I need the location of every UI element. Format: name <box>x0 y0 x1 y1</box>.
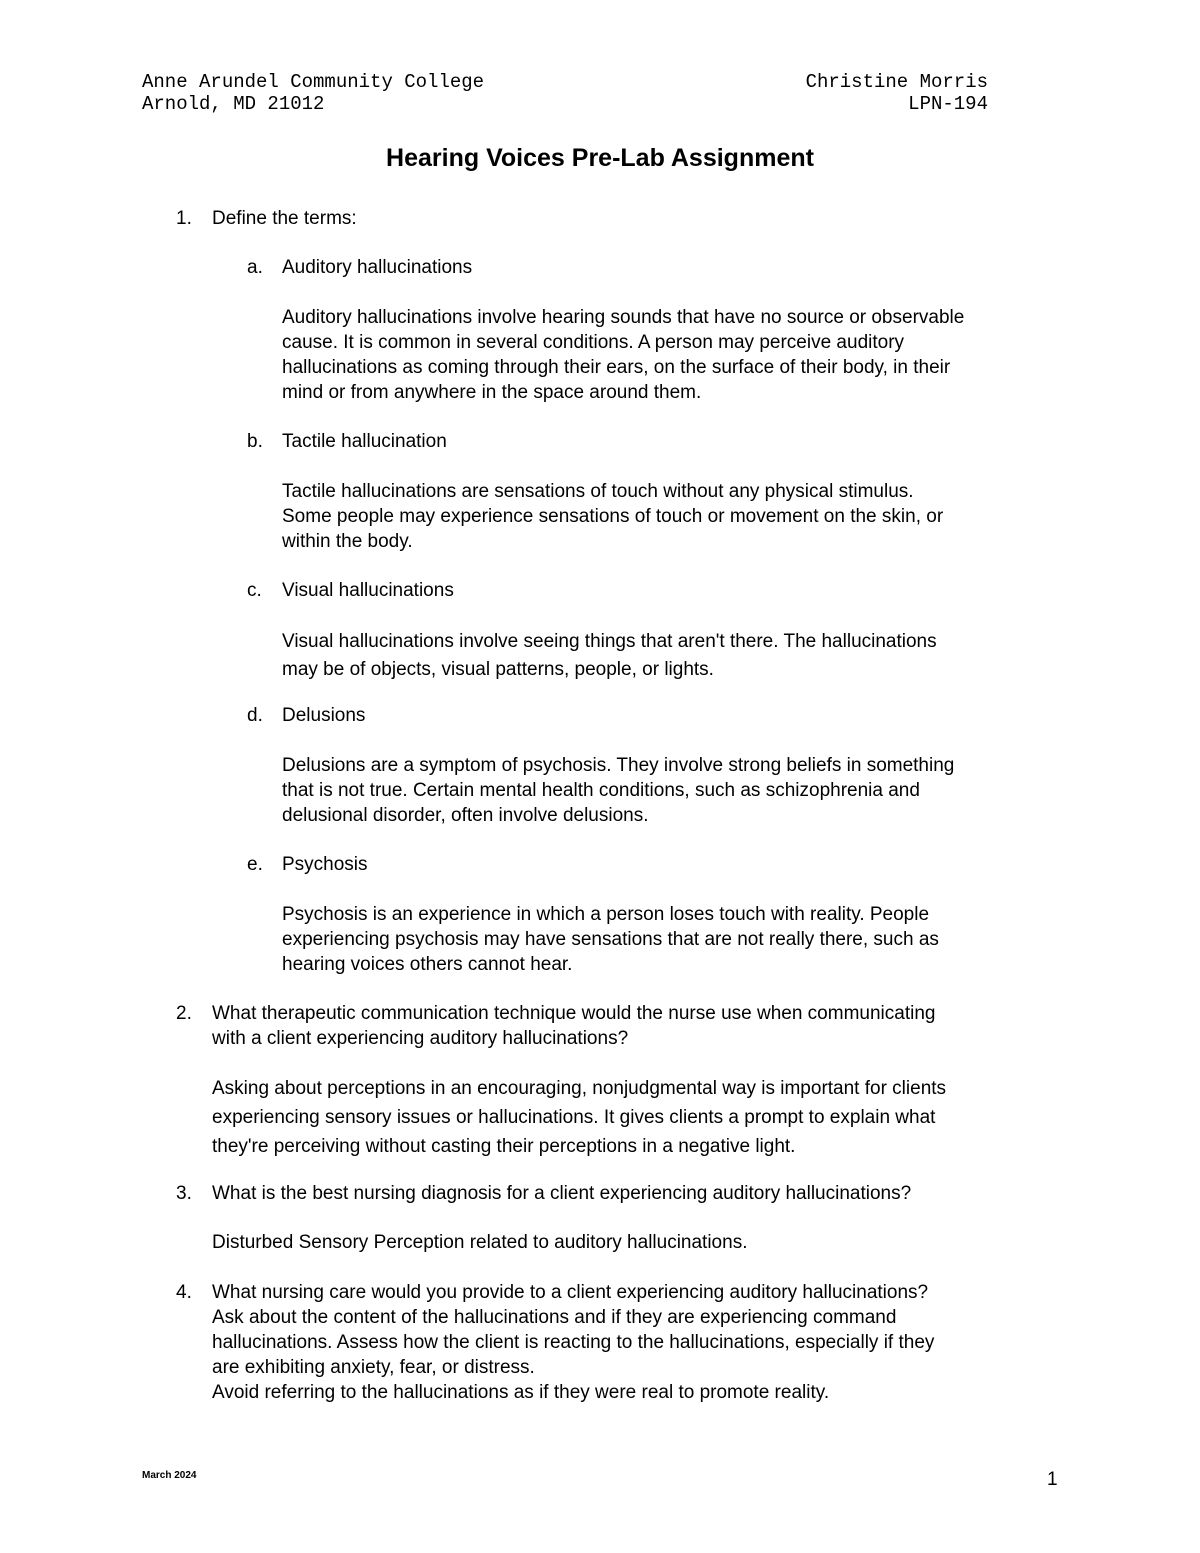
term-c-title: Visual hallucinations <box>282 580 454 601</box>
term-e-definition-line: Psychosis is an experience in which a person loses touch with reality. People <box>282 904 930 925</box>
question-2-text-line: What therapeutic communication technique would the nurse use when communicating <box>212 1003 936 1024</box>
page-title: Hearing Voices Pre-Lab Assignment <box>386 144 814 172</box>
term-a-label: a. <box>247 257 263 278</box>
question-2-number: 2. <box>176 1003 192 1024</box>
term-c-definition-line: may be of objects, visual patterns, people, or lights. <box>282 659 714 680</box>
question-4-text-line: Avoid referring to the hallucinations as if they were real to promote reality. <box>212 1382 830 1403</box>
question-1-text: Define the terms: <box>212 208 357 229</box>
question-2-answer <box>212 1074 946 1161</box>
term-d-definition <box>282 753 954 828</box>
question-2-answer-line: experiencing sensory issues or hallucinations. It gives clients a prompt to explain what <box>212 1107 936 1128</box>
question-2-answer-line: Asking about perceptions in an encouraging, nonjudgmental way is important for clients <box>212 1078 947 1099</box>
term-e-label: e. <box>247 854 263 875</box>
header-student <box>806 71 988 115</box>
term-c-definition-line: Visual hallucinations involve seeing things that aren't there. The hallucinations <box>282 631 937 652</box>
term-a-definition-line: hallucinations as coming through their ears, on the surface of their body, in their <box>282 357 951 378</box>
header-student-name: Christine Morris <box>805 71 988 93</box>
term-a-definition <box>282 305 964 405</box>
term-d-definition-line: delusional disorder, often involve delusions. <box>282 805 649 826</box>
question-4-text-line: hallucinations. Assess how the client is reacting to the hallucinations, especially if they <box>212 1332 935 1353</box>
term-b-title: Tactile hallucination <box>282 431 447 452</box>
header-college: Anne Arundel Community College <box>142 71 485 93</box>
header-course: LPN-194 <box>908 93 988 115</box>
question-4-text <box>212 1280 934 1405</box>
term-c-label: c. <box>247 580 262 601</box>
question-3-answer: Disturbed Sensory Perception related to auditory hallucinations. <box>212 1232 748 1253</box>
term-b-definition-line: Tactile hallucinations are sensations of touch without any physical stimulus. <box>282 481 914 502</box>
question-2-text-line: with a client experiencing auditory hallucinations? <box>212 1028 629 1049</box>
term-c-definition <box>282 628 937 684</box>
term-a-definition-line: Auditory hallucinations involve hearing sounds that have no source or observable <box>282 307 965 328</box>
footer-date: March 2024 <box>142 1470 197 1481</box>
question-2-text <box>212 1001 935 1051</box>
question-3-text: What is the best nursing diagnosis for a client experiencing auditory hallucinations? <box>212 1183 912 1204</box>
term-b-label: b. <box>247 431 263 452</box>
question-4-number: 4. <box>176 1282 192 1303</box>
term-b-definition-line: Some people may experience sensations of touch or movement on the skin, or <box>282 506 944 527</box>
question-4-text-line: Ask about the content of the hallucinations and if they are experiencing command <box>212 1307 897 1328</box>
term-a-definition-line: mind or from anywhere in the space around them. <box>282 382 702 403</box>
term-e-definition-line: experiencing psychosis may have sensations that are not really there, such as <box>282 929 939 950</box>
term-d-label: d. <box>247 705 263 726</box>
question-4-text-line: What nursing care would you provide to a client experiencing auditory hallucinations? <box>212 1282 929 1303</box>
term-a-definition-line: cause. It is common in several conditions. A person may perceive auditory <box>282 332 905 353</box>
term-d-definition-line: Delusions are a symptom of psychosis. They involve strong beliefs in something <box>282 755 955 776</box>
page-number: 1 <box>1047 1469 1058 1490</box>
term-b-definition-line: within the body. <box>282 531 413 552</box>
term-e-title: Psychosis <box>282 854 368 875</box>
header-institution <box>142 71 484 115</box>
question-1-number: 1. <box>176 208 192 229</box>
question-2-answer-line: they're perceiving without casting their perceptions in a negative light. <box>212 1136 796 1157</box>
question-4-text-line: are exhibiting anxiety, fear, or distress. <box>212 1357 535 1378</box>
term-e-definition-line: hearing voices others cannot hear. <box>282 954 573 975</box>
question-3-number: 3. <box>176 1183 192 1204</box>
term-a-title: Auditory hallucinations <box>282 257 473 278</box>
term-d-title: Delusions <box>282 705 366 726</box>
header-address: Arnold, MD 21012 <box>142 93 325 115</box>
term-b-definition <box>282 479 943 554</box>
term-e-definition <box>282 902 939 977</box>
term-d-definition-line: that is not true. Certain mental health conditions, such as schizophrenia and <box>282 780 920 801</box>
